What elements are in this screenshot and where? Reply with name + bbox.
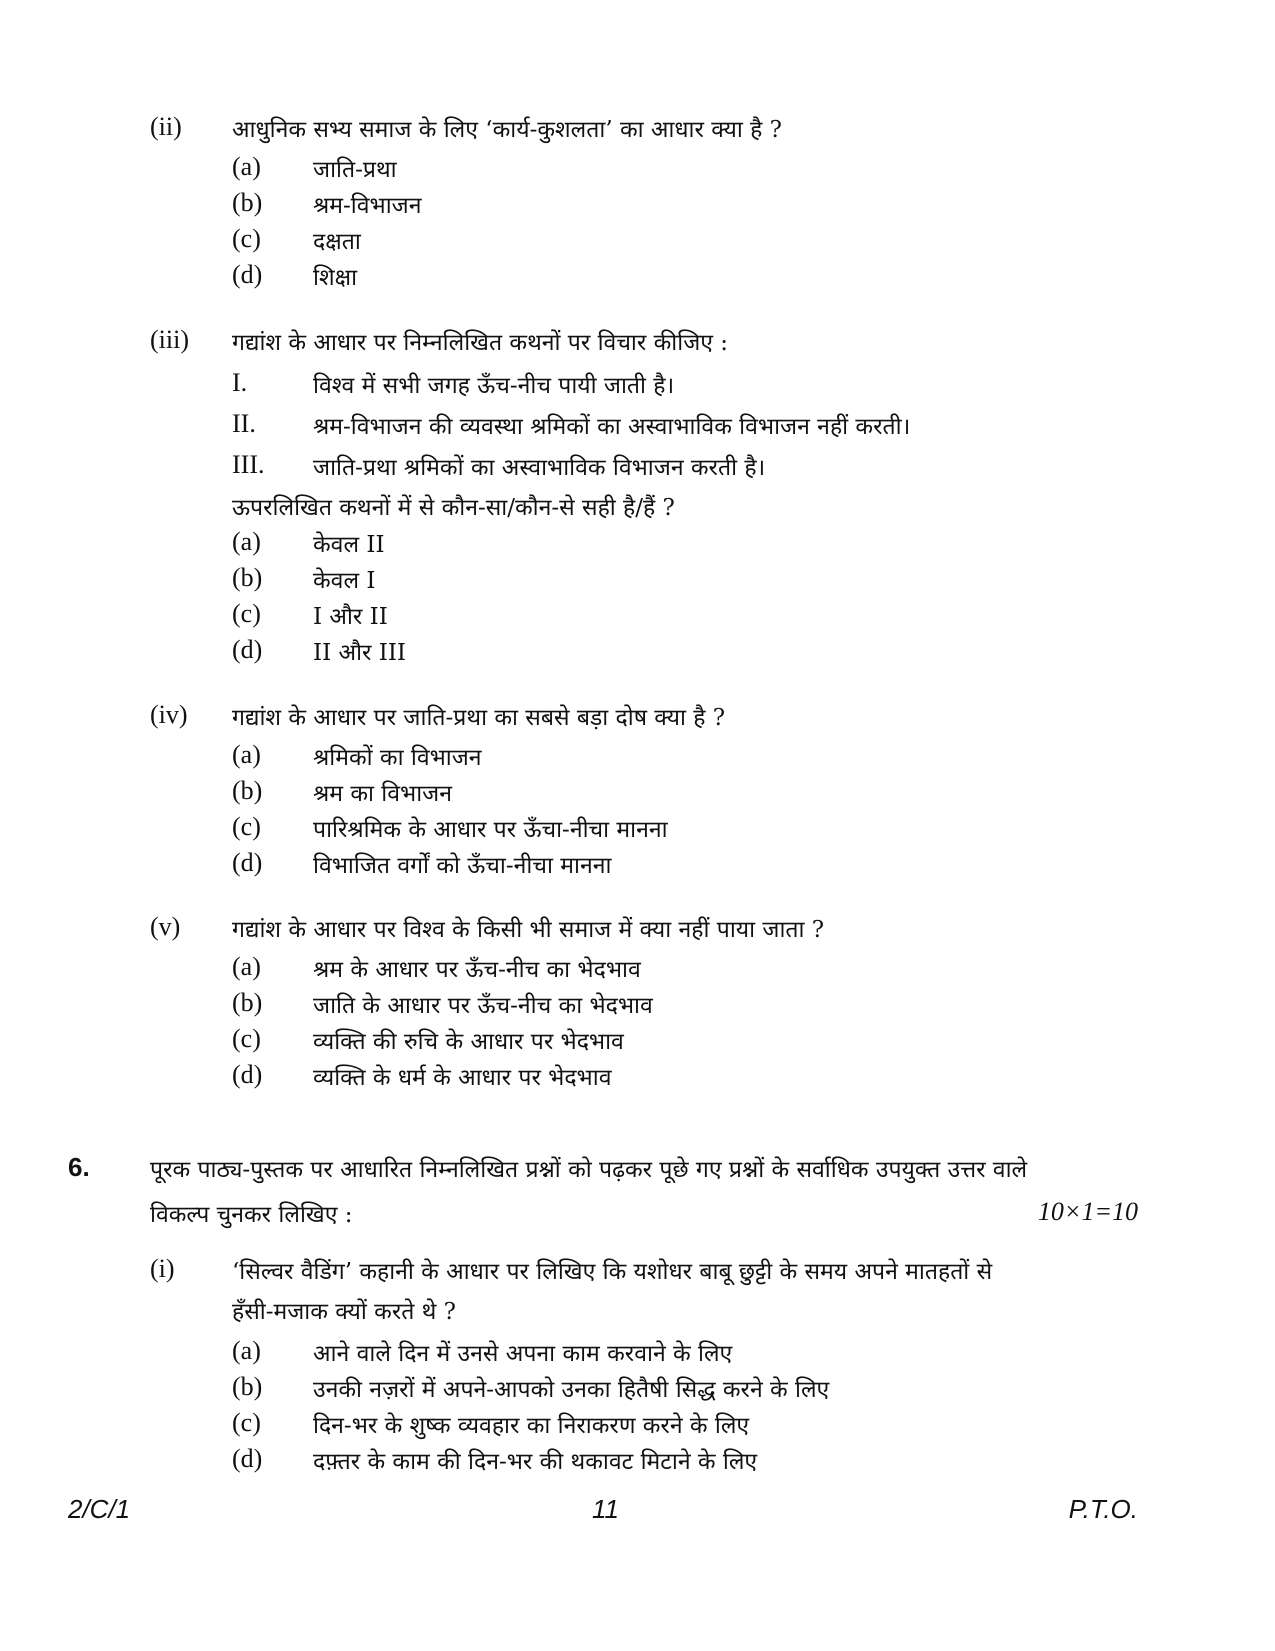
- subquestion-number: (iii): [150, 325, 189, 354]
- question-intro-line1: पूरक पाठ्य-पुस्तक पर आधारित निम्नलिखित प्रश्नों को पढ़कर पूछे गए प्रश्नों के सर्वाधिक उपयुक्त उत्तर वाले: [150, 1157, 1028, 1183]
- option-label: (b): [232, 1372, 263, 1401]
- subquestion-text: गद्यांश के आधार पर विश्व के किसी भी समाज में क्या नहीं पाया जाता ?: [232, 917, 825, 943]
- option-label: (c): [232, 599, 261, 628]
- statement-label: III.: [232, 450, 265, 479]
- option-text: I और II: [313, 604, 388, 630]
- statement-text: जाति-प्रथा श्रमिकों का अस्वाभाविक विभाजन करती है।: [313, 455, 766, 481]
- option-label: (a): [232, 527, 261, 556]
- option-label: (d): [232, 1444, 263, 1473]
- option-label: (d): [232, 260, 263, 289]
- marks-allocation: 10×1=10: [1037, 1197, 1138, 1226]
- option-label: (c): [232, 224, 261, 253]
- option-label: (a): [232, 152, 261, 181]
- option-text: श्रम के आधार पर ऊँच-नीच का भेदभाव: [313, 957, 641, 983]
- page-number: 11: [592, 1494, 619, 1524]
- subquestion-number: (iv): [150, 700, 188, 729]
- question-intro-line2: विकल्प चुनकर लिखिए :: [150, 1202, 353, 1228]
- option-label: (d): [232, 635, 263, 664]
- option-label: (c): [232, 812, 261, 841]
- paper-code: 2/C/1: [68, 1494, 131, 1524]
- option-text: विभाजित वर्गों को ऊँचा-नीचा मानना: [313, 853, 612, 879]
- question-number: 6.: [68, 1152, 90, 1182]
- option-label: (c): [232, 1408, 261, 1437]
- option-label: (b): [232, 563, 263, 592]
- subquestion-text: आधुनिक सभ्य समाज के लिए ‘कार्य-कुशलता’ का आधार क्या है ?: [232, 117, 782, 143]
- option-text: व्यक्ति के धर्म के आधार पर भेदभाव: [313, 1065, 612, 1091]
- option-text: केवल I: [313, 568, 376, 594]
- option-text: श्रम-विभाजन: [313, 193, 422, 219]
- option-label: (d): [232, 1060, 263, 1089]
- option-text: श्रमिकों का विभाजन: [313, 745, 482, 771]
- option-label: (b): [232, 988, 263, 1017]
- option-label: (c): [232, 1024, 261, 1053]
- option-text: II और III: [313, 640, 406, 666]
- statement-prompt: ऊपरलिखित कथनों में से कौन-सा/कौन-से सही है/हैं ?: [232, 495, 675, 521]
- option-text: जाति-प्रथा: [313, 157, 397, 183]
- option-text: श्रम का विभाजन: [313, 781, 452, 807]
- option-label: (b): [232, 188, 263, 217]
- subquestion-text-line2: हँसी-मजाक क्यों करते थे ?: [232, 1299, 456, 1325]
- statement-text: विश्व में सभी जगह ऊँच-नीच पायी जाती है।: [313, 373, 675, 399]
- option-label: (a): [232, 1336, 261, 1365]
- statement-text: श्रम-विभाजन की व्यवस्था श्रमिकों का अस्वाभाविक विभाजन नहीं करती।: [313, 414, 911, 440]
- option-text: पारिश्रमिक के आधार पर ऊँचा-नीचा मानना: [313, 817, 668, 843]
- subquestion-number: (i): [150, 1254, 175, 1283]
- option-text: केवल II: [313, 532, 385, 558]
- pto-note: P.T.O.: [1068, 1494, 1138, 1524]
- statement-label: I.: [232, 368, 248, 397]
- subquestion-text: गद्यांश के आधार पर निम्नलिखित कथनों पर विचार कीजिए :: [232, 330, 729, 356]
- subquestion-text: गद्यांश के आधार पर जाति-प्रथा का सबसे बड़ा दोष क्या है ?: [232, 705, 726, 731]
- option-label: (d): [232, 848, 263, 877]
- option-label: (a): [232, 740, 261, 769]
- option-text: दफ़्तर के काम की दिन-भर की थकावट मिटाने के लिए: [313, 1449, 758, 1475]
- subquestion-number: (ii): [150, 112, 182, 141]
- option-text: दिन-भर के शुष्क व्यवहार का निराकरण करने के लिए: [313, 1413, 750, 1439]
- option-text: उनकी नज़रों में अपने-आपको उनका हितैषी सिद्ध करने के लिए: [313, 1377, 830, 1403]
- subquestion-text-line1: ‘सिल्वर वैडिंग’ कहानी के आधार पर लिखिए कि यशोधर बाबू छुट्टी के समय अपने मातहतों से: [232, 1259, 993, 1285]
- option-text: दक्षता: [313, 229, 361, 255]
- statement-label: II.: [232, 409, 256, 438]
- option-label: (a): [232, 952, 261, 981]
- option-text: व्यक्ति की रुचि के आधार पर भेदभाव: [313, 1029, 624, 1055]
- option-text: शिक्षा: [313, 265, 358, 291]
- option-text: आने वाले दिन में उनसे अपना काम करवाने के लिए: [313, 1341, 733, 1367]
- option-text: जाति के आधार पर ऊँच-नीच का भेदभाव: [313, 993, 653, 1019]
- option-label: (b): [232, 776, 263, 805]
- subquestion-number: (v): [150, 912, 181, 941]
